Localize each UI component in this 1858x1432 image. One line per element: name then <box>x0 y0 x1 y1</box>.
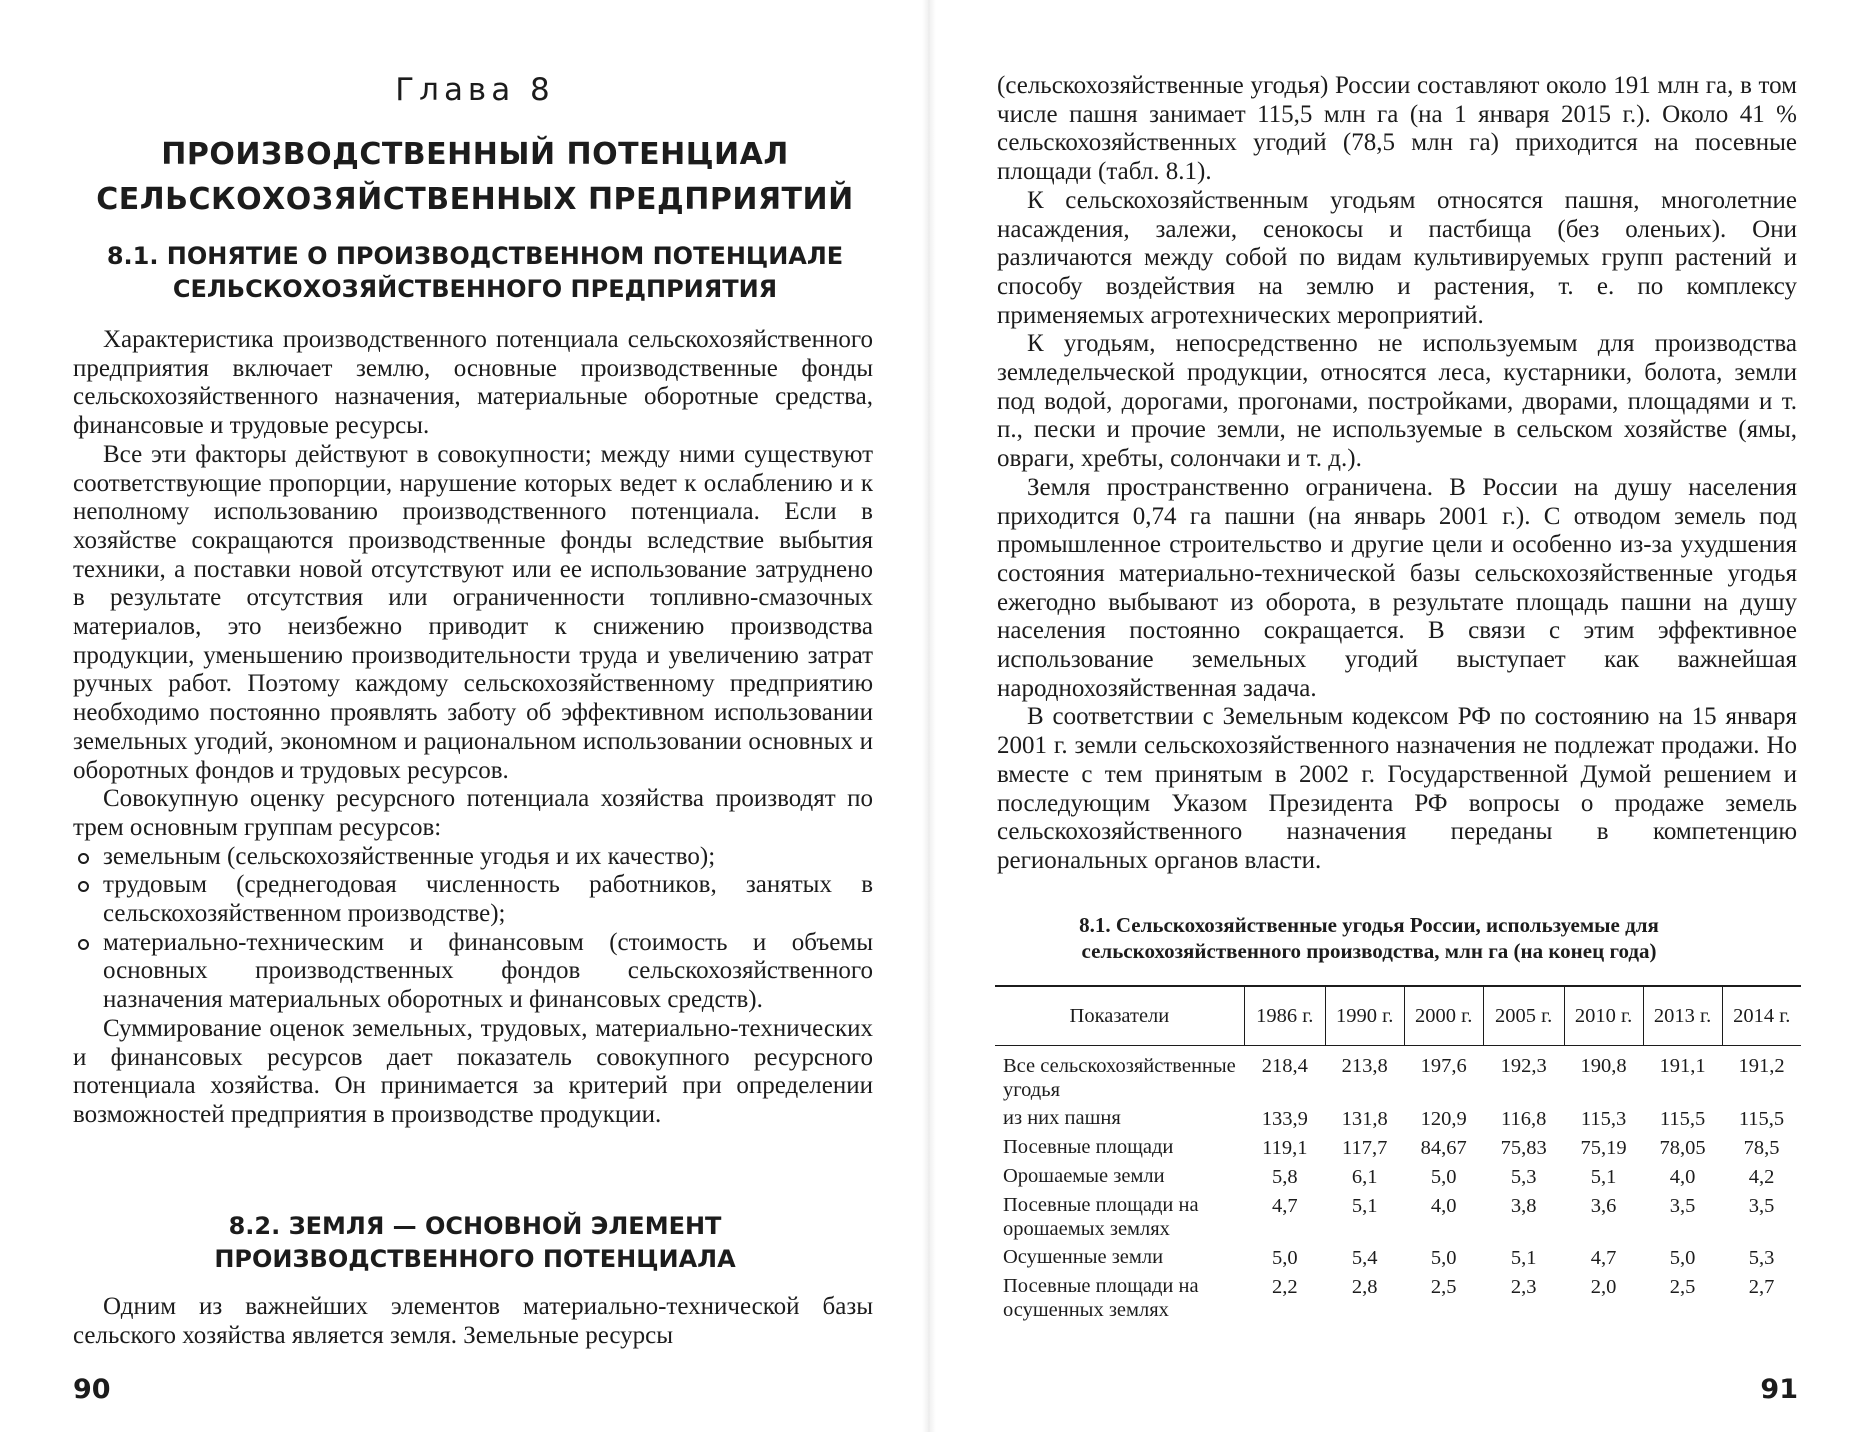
table-cell: 3,8 <box>1510 1195 1537 1217</box>
table-cell: 191,1 <box>1659 1055 1706 1077</box>
table-cell: 84,67 <box>1420 1137 1467 1159</box>
table-cell: 120,9 <box>1420 1108 1467 1130</box>
table-cell: 5,3 <box>1510 1166 1537 1188</box>
row-label: Все сельскохозяйственные угодья <box>1003 1055 1236 1101</box>
table-caption-line: сельскохозяйственного производства, млн га (на конец года) <box>1081 939 1657 963</box>
table-cell: 5,0 <box>1669 1247 1696 1269</box>
table-cell: 133,9 <box>1261 1108 1308 1130</box>
row-label: из них пашня <box>1003 1107 1121 1129</box>
right-page <box>929 0 1858 1432</box>
table-row <box>995 1191 1801 1243</box>
column-header: 1986 г. <box>1244 986 1325 1046</box>
section-title-line: 8.2. ЗЕМЛЯ — ОСНОВНОЙ ЭЛЕМЕНТ <box>228 1212 722 1240</box>
table-row <box>995 1046 1801 1105</box>
table-cell: 115,5 <box>1659 1108 1706 1130</box>
paragraph: (сельскохозяйственные угодья) России составляют около 191 млн га, в том числе пашня занимает 115,5 млн га (на 1 января 2015 г.). Около 41 % сельскохозяйственных угодий (78,5 млн га) приходится на посевные площади (табл. 8.1). <box>997 72 1797 186</box>
table-cell: 4,7 <box>1590 1247 1617 1269</box>
paragraph: К сельскохозяйственным угодьям относятся пашня, многолетние насаждения, залежи, сенокосы и пастбища (без оленьих). Они различаются между собой по видам культивируемых групп растений и способу воздействия на землю и растения, т. е. по комплексу применяемых агротехнических мероприятий. <box>997 186 1797 329</box>
table-cell: 6,1 <box>1351 1166 1378 1188</box>
page-number: 90 <box>73 1374 111 1405</box>
page-number: 91 <box>1760 1374 1798 1405</box>
chapter-heading: Глава 8 <box>395 72 555 108</box>
table-cell: 3,5 <box>1748 1195 1775 1217</box>
table-cell: 2,5 <box>1669 1276 1696 1298</box>
table-cell: 4,2 <box>1748 1166 1775 1188</box>
land-use-table <box>995 985 1801 1324</box>
table-cell: 5,4 <box>1351 1247 1378 1269</box>
table-cell: 4,0 <box>1669 1166 1696 1188</box>
paragraph: В соответствии с Земельным кодексом РФ по состоянию на 15 января 2001 г. земли сельскохозяйственного назначения не подлежат продажи. Но вместе с тем принятым в 2002 г. Государственной Думой решением и последующим Указом Президента РФ вопросы о продаже земель сельскохозяйственного назначения переданы в компетенцию региональных органов власти. <box>997 703 1797 874</box>
table-cell: 2,5 <box>1430 1276 1457 1298</box>
section-title-line: СЕЛЬСКОХОЗЯЙСТВЕННОГО ПРЕДПРИЯТИЯ <box>172 275 778 303</box>
table-row <box>995 1133 1801 1162</box>
table-cell: 115,3 <box>1580 1108 1627 1130</box>
table-cell: 4,7 <box>1271 1195 1298 1217</box>
table-cell: 190,8 <box>1580 1055 1627 1077</box>
row-label: Посевные площади на осушенных землях <box>1003 1275 1199 1321</box>
section-8-2-title <box>60 1210 890 1276</box>
row-label: Осушенные земли <box>1003 1246 1164 1268</box>
table-cell: 75,19 <box>1580 1137 1627 1159</box>
paragraph: Суммирование оценок земельных, трудовых, материально-технических и финансовых ресурсов дает показатель совокупного ресурсного потенциала хозяйства. Он принимается за критерий при определении возможностей предприятия в производстве продукции. <box>73 1014 873 1128</box>
table-cell: 119,1 <box>1262 1137 1308 1159</box>
table-cell: 78,05 <box>1659 1137 1706 1159</box>
column-header: 2005 г. <box>1483 986 1564 1046</box>
right-page-body <box>997 72 1797 876</box>
column-header: 2000 г. <box>1404 986 1483 1046</box>
table-cell: 213,8 <box>1341 1055 1388 1077</box>
table-header-row <box>995 986 1801 1046</box>
chapter-title-line: ПРОИЗВОДСТВЕННЫЙ ПОТЕНЦИАЛ <box>161 137 789 172</box>
table-cell: 2,0 <box>1590 1276 1617 1298</box>
section-8-1-title <box>60 240 890 306</box>
table-cell: 3,5 <box>1669 1195 1696 1217</box>
table-cell: 5,1 <box>1351 1195 1378 1217</box>
table-cell: 4,0 <box>1430 1195 1457 1217</box>
table-cell: 5,8 <box>1271 1166 1298 1188</box>
table-cell: 5,0 <box>1430 1166 1457 1188</box>
table-row <box>995 1104 1801 1133</box>
paragraph: Характеристика производственного потенциала сельскохозяйственного предприятия включает землю, основные производственные фонды сельскохозяйственного назначения, материальные оборотные средства, финансовые и трудовые ресурсы. <box>73 326 873 440</box>
table-cell: 3,6 <box>1590 1195 1617 1217</box>
section-8-2-body <box>73 1293 873 1350</box>
table-cell: 75,83 <box>1500 1137 1547 1159</box>
table-cell: 5,3 <box>1748 1247 1775 1269</box>
table-caption-line: 8.1. Сельскохозяйственные угодья России, используемые для <box>1079 913 1659 937</box>
row-label: Посевные площади <box>1003 1136 1174 1158</box>
list-item: трудовым (среднегодовая численность работников, занятых в сельскохозяйственном производстве); <box>73 871 873 928</box>
table-cell: 5,1 <box>1510 1247 1537 1269</box>
table-cell: 5,0 <box>1430 1247 1457 1269</box>
resource-groups-list <box>73 843 873 1015</box>
paragraph: Все эти факторы действуют в совокупности; между ними существуют соответствующие пропорции, нарушение которых ведет к ослаблению и к неполному использованию производственного потенциала. Если в хозяйстве сокращаются производственные фонды вследствие выбытия техники, а поставки новой отсутствуют или ее использование затруднено в результате отсутствия или ограниченности топливно-смазочных материалов, это неизбежно приводит к снижению производства продукции, уменьшению производительности труда и увеличению затрат ручных работ. Поэтому каждому сельскохозяйственному предприятию необходимо постоянно проявлять заботу об эффективном использовании земельных угодий, экономном и рациональном использовании основных и оборотных фондов и трудовых ресурсов. <box>73 440 873 784</box>
section-title-line: 8.1. ПОНЯТИЕ О ПРОИЗВОДСТВЕННОМ ПОТЕНЦИАЛЕ <box>106 242 844 270</box>
table-row <box>995 1243 1801 1272</box>
table-cell: 2,3 <box>1510 1276 1537 1298</box>
chapter-title <box>60 132 890 222</box>
table-cell: 218,4 <box>1261 1055 1308 1077</box>
column-header: 2010 г. <box>1564 986 1643 1046</box>
list-item: земельным (сельскохозяйственные угодья и их качество); <box>73 843 873 872</box>
table-cell: 5,1 <box>1590 1166 1617 1188</box>
table-cell: 2,8 <box>1351 1276 1378 1298</box>
table-cell: 5,0 <box>1271 1247 1298 1269</box>
table-cell: 2,7 <box>1748 1276 1775 1298</box>
paragraph: К угодьям, непосредственно не используемым для производства земледельческой продукции, относятся леса, кустарники, болота, земли под водой, дорогами, прогонами, постройками, дворами, площадями и т. п., пески и прочие земли, не используемые в сельском хозяйстве (ямы, овраги, хребты, солончаки и т. д.). <box>997 330 1797 473</box>
chapter-title-line: СЕЛЬСКОХОЗЯЙСТВЕННЫХ ПРЕДПРИЯТИЙ <box>96 182 854 217</box>
column-header: 1990 г. <box>1325 986 1404 1046</box>
row-label: Орошаемые земли <box>1003 1165 1165 1187</box>
paragraph: Земля пространственно ограничена. В России на душу населения приходится 0,74 га пашни (на январь 2001 г.). С отводом земель под промышленное строительство и другие цели и особенно из-за ухудшения состояния материально-технической базы сельскохозяйственные угодья ежегодно выбывают из оборота, в результате площадь пашни на душу населения постоянно сокращается. В связи с этим эффективное использование земельных угодий выступает как важнейшая народнохозяйственная задача. <box>997 473 1797 702</box>
table-cell: 78,5 <box>1743 1137 1780 1159</box>
column-header: 2014 г. <box>1722 986 1801 1046</box>
table-cell: 131,8 <box>1341 1108 1388 1130</box>
row-label: Посевные площади на орошаемых землях <box>1003 1194 1199 1240</box>
table-caption <box>969 912 1769 964</box>
table-row <box>995 1162 1801 1191</box>
table-cell: 2,2 <box>1271 1276 1298 1298</box>
table-cell: 116,8 <box>1500 1108 1547 1130</box>
paragraph: Одним из важнейших элементов материально-технической базы сельского хозяйства является земля. Земельные ресурсы <box>73 1293 873 1349</box>
table-row <box>995 1272 1801 1324</box>
table-cell: 191,2 <box>1738 1055 1785 1077</box>
column-header: 2013 г. <box>1643 986 1722 1046</box>
table-cell: 117,7 <box>1342 1137 1388 1159</box>
column-header: Показатели <box>995 986 1244 1046</box>
section-8-1-body <box>73 326 873 1130</box>
table-cell: 197,6 <box>1420 1055 1467 1077</box>
list-item: материально-техническим и финансовым (стоимость и объемы основных производственных фондов сельскохозяйственного назначения материальных оборотных и финансовых средств). <box>73 929 873 1015</box>
paragraph: Совокупную оценку ресурсного потенциала хозяйства производят по трем основным группам ресурсов: <box>73 785 873 841</box>
table-cell: 192,3 <box>1500 1055 1547 1077</box>
section-title-line: ПРОИЗВОДСТВЕННОГО ПОТЕНЦИАЛА <box>214 1245 736 1273</box>
table-cell: 115,5 <box>1738 1108 1785 1130</box>
